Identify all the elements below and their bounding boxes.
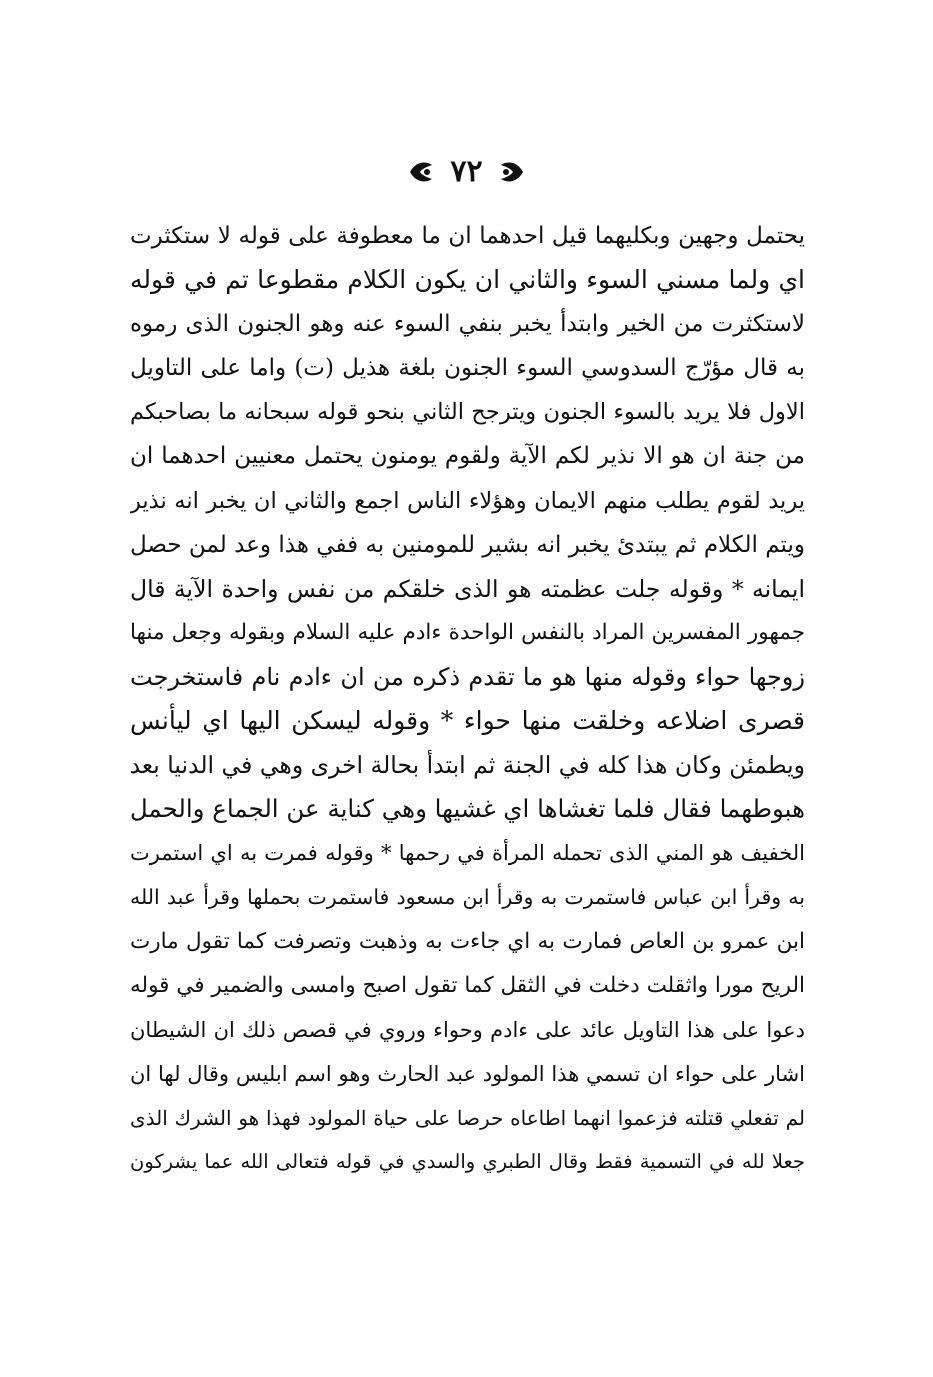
text-line: يريد لقوم يطلب منهم الايمان وهؤلاء الناس اجمع والثاني ان يخبر انه نذير	[130, 487, 805, 514]
right-ornament-icon	[406, 157, 436, 187]
text-line: لم تفعلي قتلته فزعموا انهما اطاعاه حرصا على حياة المولود فهذا هو الشرك الذى	[130, 1105, 805, 1130]
page-header	[0, 150, 933, 194]
text-line: به قال مؤرّج السدوسي السوء الجنون بلغة هذيل (ت) واما على التاويل	[130, 355, 805, 382]
text-line: الريح مورا واثقلت دخلت في الثقل كما تقول اصبح وامسى والضمير في قوله	[130, 972, 805, 998]
text-line: جعلا لله في التسمية فقط وقال الطبري والسدي في قوله فتعالى الله عما يشركون	[130, 1149, 805, 1173]
text-line: يحتمل وجهين وبكليهما قيل احدهما ان ما معطوفة على قوله لا ستكثرت	[130, 223, 805, 249]
body-text	[130, 214, 805, 1310]
text-line: من جنة ان هو الا نذير لكم الآية ولقوم يومنون يحتمل معنيين احدهما ان	[130, 443, 805, 470]
text-line: ابن عمرو بن العاص فمارت به اي جاءت به وذهبت وتصرفت كما تقول مارت	[130, 928, 805, 954]
text-line: جمهور المفسرين المراد بالنفس الواحدة ءادم عليه السلام وبقوله وجعل منها	[130, 619, 805, 645]
text-line: ايمانه * وقوله جلت عظمته هو الذى خلقكم من نفس واحدة الآية قال	[130, 574, 805, 603]
text-line: اشار على حواء ان تسمي هذا المولود عبد الحارث وهو اسم ابليس وقال لها ان	[130, 1061, 805, 1086]
text-line: الخفيف هو المني الذى تحمله المرأة في رحمها * وقوله فمرت به اي استمرت	[130, 841, 805, 866]
page-number: ٧٢	[450, 154, 483, 189]
text-line: اي ولما مسني السوء والثاني ان يكون الكلام مقطوعا تم في قوله	[130, 265, 805, 295]
text-line: قصرى اضلاعه وخلقت منها حواء * وقوله ليسكن اليها اي ليأنس	[130, 706, 805, 736]
text-line: به وقرأ ابن عباس فاستمرت به وقرأ ابن مسعود فاستمرت بحملها وقرأ عبد الله	[130, 885, 805, 910]
text-line: الاول فلا يريد بالسوء الجنون ويترجح الثاني بنحو قوله سبحانه ما بصاحبكم	[130, 399, 805, 426]
text-line: لاستكثرت من الخير وابتدأ يخبر بنفي السوء عنه وهو الجنون الذى رموه	[130, 311, 805, 338]
text-line: هبوطهما فقال فلما تغشاها اي غشيها وهي كناية عن الجماع والحمل	[130, 794, 805, 824]
text-line: ويطمئن وكان هذا كله في الجنة ثم ابتدأ بحالة اخرى وهي في الدنيا بعد	[130, 751, 805, 780]
text-line: دعوا على هذا التاويل عائد على ءادم وحواء وروي في قصص ذلك ان الشيطان	[130, 1017, 805, 1042]
text-line: زوجها حواء وقوله منها هو ما تقدم ذكره من ان ءادم نام فاستخرجت	[130, 662, 805, 691]
text-line: ويتم الكلام ثم يبتدئ يخبر انه بشير للمومنين به ففي هذا وعد لمن حصل	[130, 531, 805, 558]
left-ornament-icon	[497, 157, 527, 187]
